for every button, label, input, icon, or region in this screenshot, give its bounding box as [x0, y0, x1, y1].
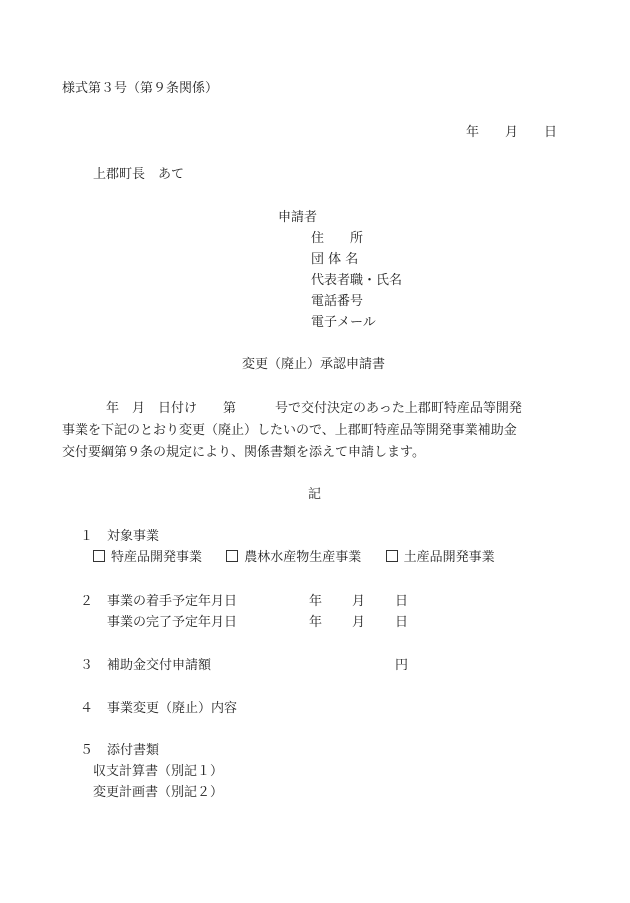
- item4-number: ４: [80, 701, 94, 716]
- applicant-org-label: 団 体 名: [311, 252, 359, 267]
- body-line-3: 交付要綱第９条の規定により、関係書類を添えて申請します。: [62, 445, 425, 460]
- item2-start-month: 月: [352, 594, 366, 609]
- item1-options: [93, 549, 495, 567]
- item2-start-label: 事業の着手予定年月日: [107, 594, 238, 609]
- item2-end-year: 年: [309, 615, 323, 630]
- item2-end-month: 月: [352, 615, 366, 630]
- option-label-1: 特産品開発事業: [111, 550, 203, 565]
- applicant-representative-label: 代表者職・氏名: [311, 273, 403, 288]
- option-label-2: 農林水産物生産事業: [244, 550, 362, 565]
- item3-unit: 円: [395, 658, 409, 673]
- option-checkbox-2[interactable]: [226, 550, 238, 562]
- item3-number: ３: [80, 658, 94, 673]
- body-line-1: 年 月 日付け 第 号で交付決定のあった上郡町特産品等開発: [106, 401, 522, 416]
- applicant-phone-label: 電話番号: [311, 294, 364, 309]
- body-line-2: 事業を下記のとおり変更（廃止）したいので、上郡町特産品等開発事業補助金: [62, 423, 517, 438]
- attachment-doc-1: 収支計算書（別記１）: [93, 764, 224, 779]
- item5-number: ５: [80, 743, 94, 758]
- date-line: 年 月 日: [466, 125, 558, 140]
- option-checkbox-3[interactable]: [386, 550, 398, 562]
- ki-heading: 記: [308, 487, 322, 502]
- item3-label: 補助金交付申請額: [107, 658, 212, 673]
- option-label-3: 土産品開発事業: [403, 550, 495, 565]
- applicant-address-label: 住 所: [311, 231, 364, 246]
- attachment-doc-2: 変更計画書（別記２）: [93, 785, 224, 800]
- item2-start-day: 日: [395, 594, 409, 609]
- document-title: 変更（廃止）承認申請書: [242, 357, 386, 372]
- item2-end-day: 日: [395, 615, 409, 630]
- form-number: 様式第３号（第９条関係）: [62, 81, 219, 96]
- option-checkbox-1[interactable]: [93, 550, 105, 562]
- item2-start-year: 年: [309, 594, 323, 609]
- item1-label: 対象事業: [107, 529, 160, 544]
- item2-number: ２: [80, 594, 94, 609]
- applicant-heading: 申請者: [278, 210, 318, 225]
- applicant-email-label: 電子メール: [311, 315, 376, 330]
- item1-number: １: [80, 529, 94, 544]
- item4-label: 事業変更（廃止）内容: [107, 701, 238, 716]
- item5-label: 添付書類: [107, 743, 160, 758]
- recipient: 上郡町長 あて: [93, 167, 185, 182]
- item2-end-label: 事業の完了予定年月日: [107, 615, 238, 630]
